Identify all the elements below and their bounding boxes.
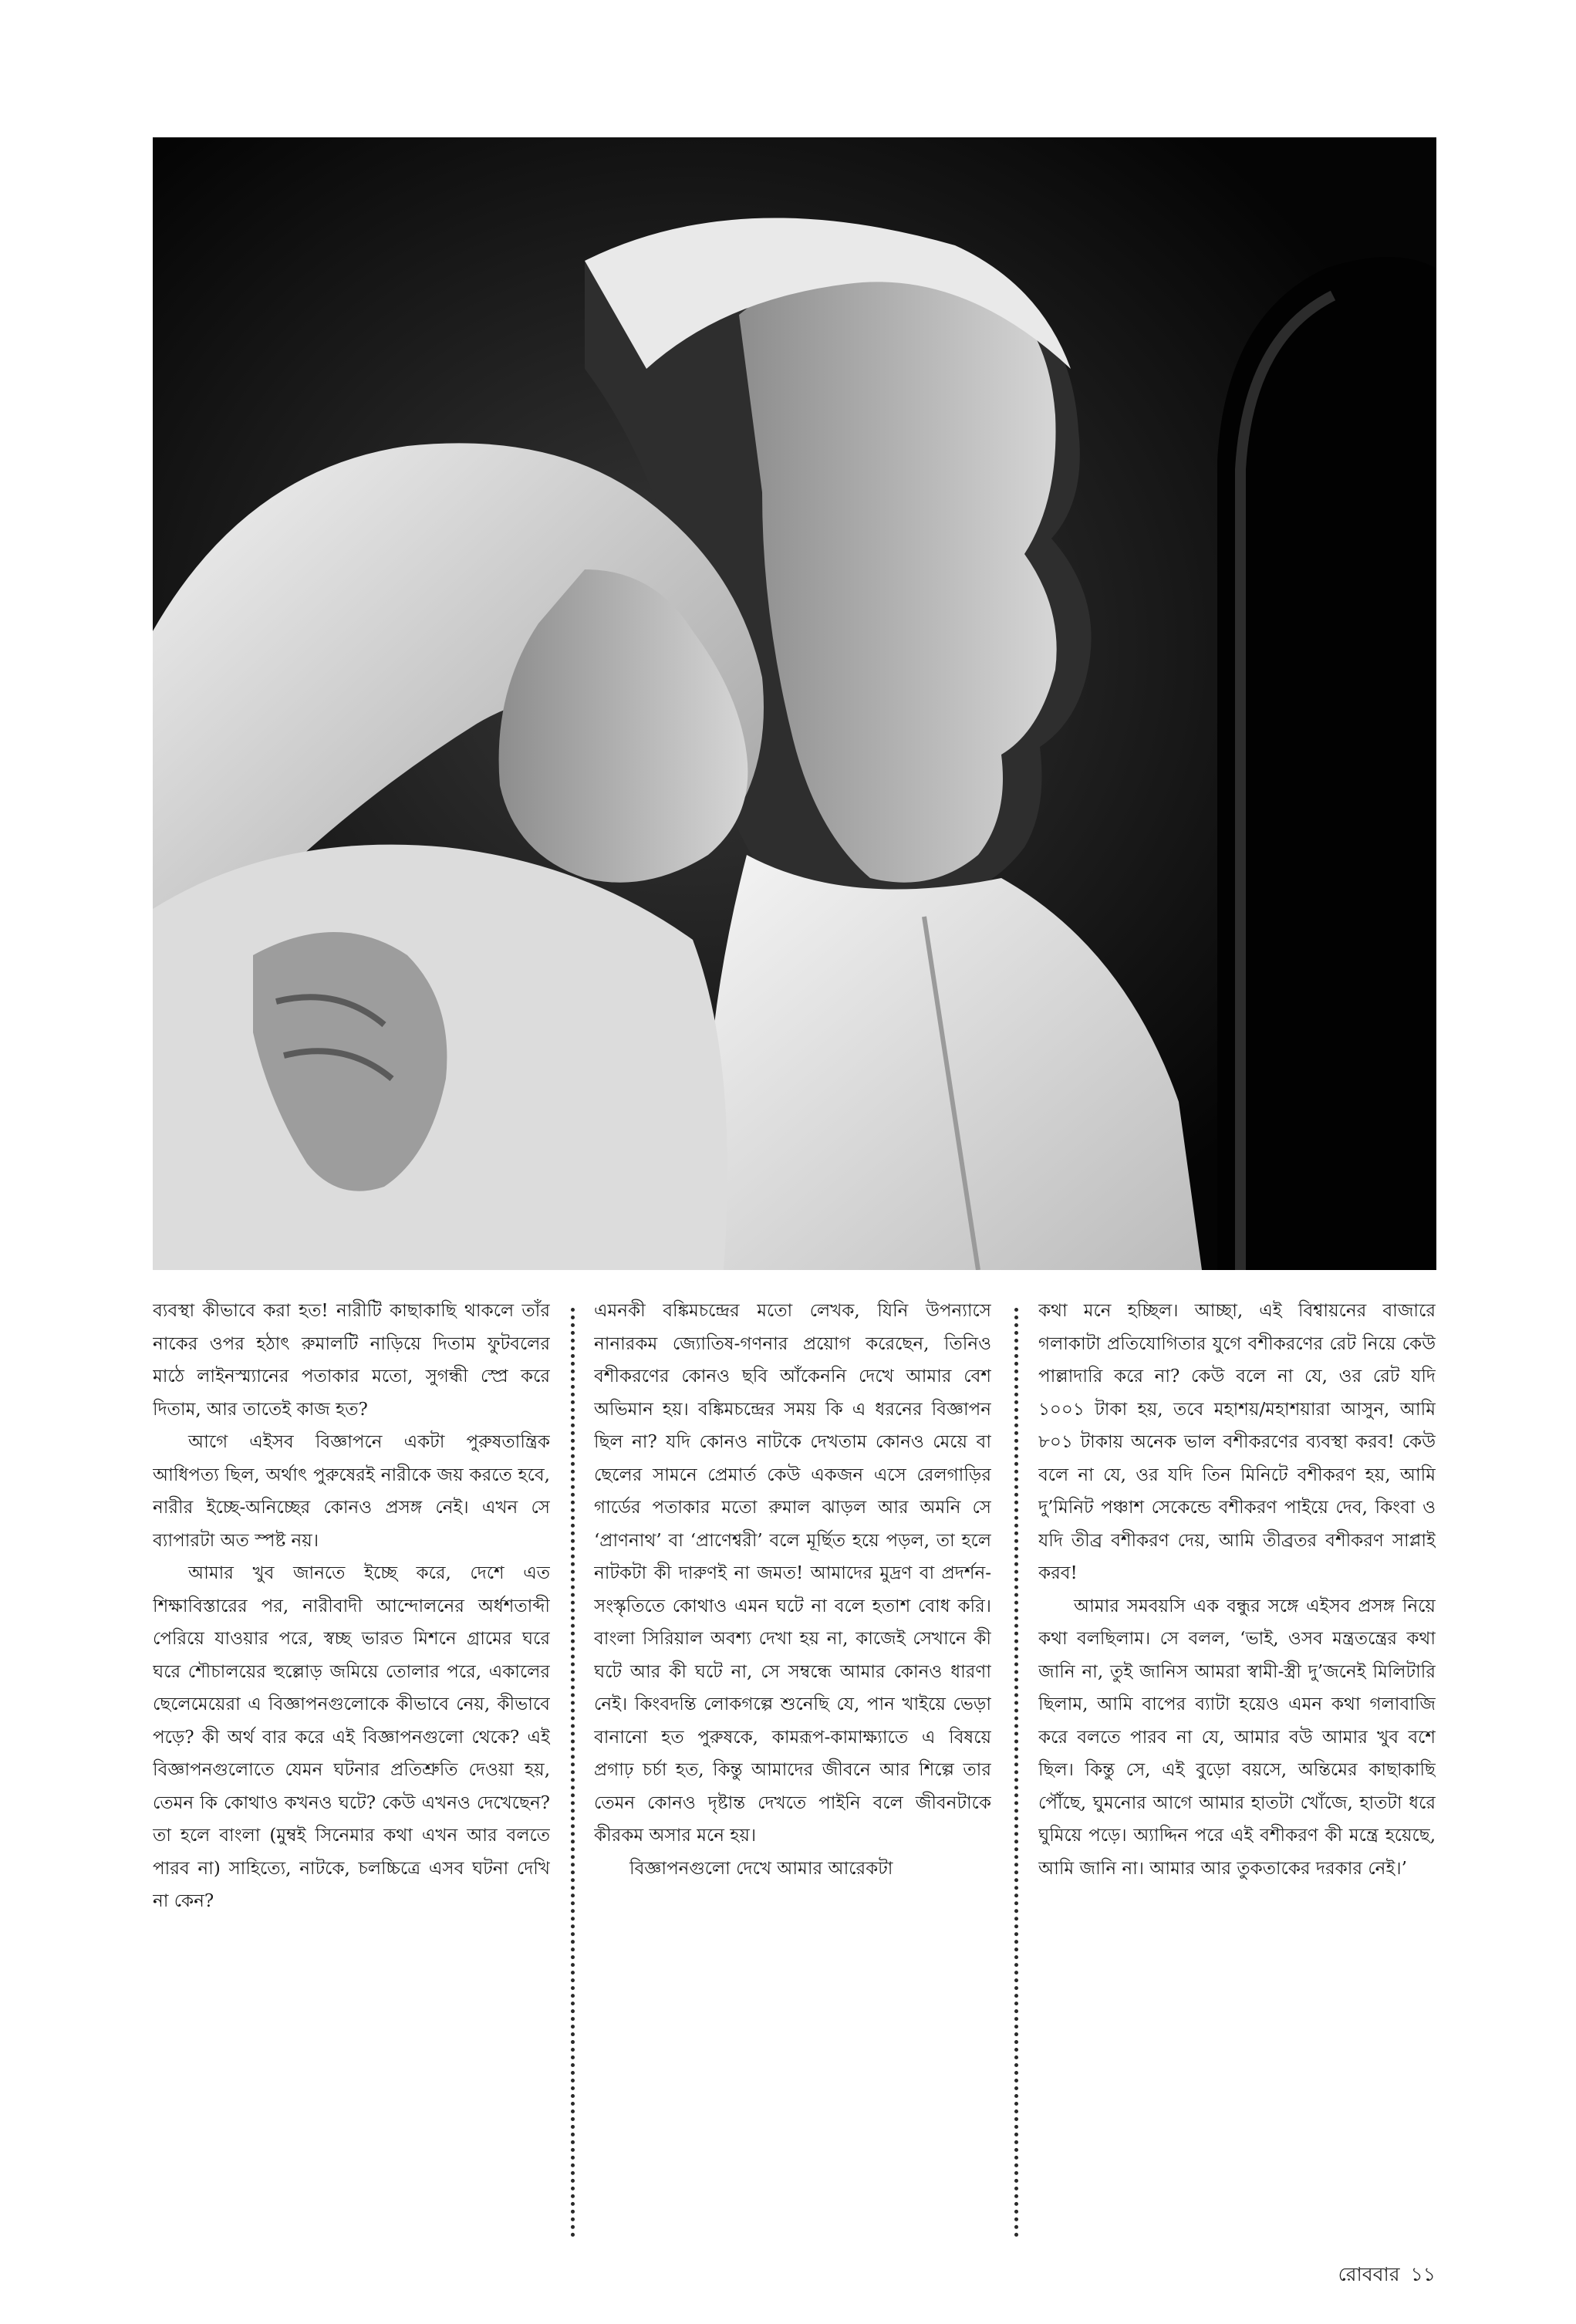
page-folio: [1328, 2259, 1436, 2292]
page-number: ১১: [1410, 2263, 1436, 2285]
paragraph: ব্যবস্থা কীভাবে করা হত! নারীটি কাছাকাছি থাকলে তাঁর নাকের ওপর হঠাৎ রুমালটি নাড়িয়ে দিতাম ফুটবলের মাঠে লাইনস্ম্যানের পতাকার মতো, সুগন্ধী স্প্রে করে দিতাম, আর তাতেই কাজ হত?: [153, 1301, 550, 1420]
paragraph: বিজ্ঞাপনগুলো দেখে আমার আরেকটা: [629, 1858, 893, 1879]
paragraph: আমার সমবয়সি এক বন্ধুর সঙ্গে এইসব প্রসঙ্গ নিয়ে কথা বলছিলাম। সে বলল, ‘ভাই, ওসব মন্ত্রতন্ত্রের কথা জানি না, তুই জানিস আমরা স্বামী-স্ত্রী দু’জনেই মিলিটারি ছিলাম, আমি বাপের ব্যাটা হয়েও এমন কথা গলাবাজি করে বলতে পারব না যে, আমার বউ আমার খুব বশে ছিল। কিন্তু সে, এই বুড়ো বয়সে, অন্তিমের কাছাকাছি পৌঁছে, ঘুমনোর আগে আমার হাতটা খোঁজে, হাতটা ধরে ঘুমিয়ে পড়ে। অ্যাদ্দিন পরে এই বশীকরণ কী মন্ত্রে হয়েছে, আমি জানি না। আমার আর তুকতাকের দরকার নেই।’: [1038, 1596, 1436, 1879]
column-divider-1: [571, 1308, 575, 2238]
text-column-2: [594, 1295, 991, 2282]
paragraph: কথা মনে হচ্ছিল। আচ্ছা, এই বিশ্বায়নের বাজারে গলাকাটা প্রতিযোগিতার যুগে বশীকরণের রেট নিয়ে কেউ পাল্লাদারি করে না? কেউ বলে না যে, ওর রেট যদি ১০০১ টাকা হয়, তবে মহাশয়/মহাশয়ারা আসুন, আমি ৮০১ টাকায় অনেক ভাল বশীকরণের ব্যবস্থা করব! কেউ বলে না যে, ওর যদি তিন মিনিটে বশীকরণ হয়, আমি দু’মিনিট পঞ্চাশ সেকেন্ডে বশীকরণ পাইয়ে দেব, কিংবা ও যদি তীব্র বশীকরণ দেয়, আমি তীব্রতর বশীকরণ সাপ্লাই করব!: [1038, 1301, 1436, 1583]
magazine-name: রোববার: [1338, 2263, 1400, 2285]
paragraph: আগে এইসব বিজ্ঞাপনে একটা পুরুষতান্ত্রিক আধিপত্য ছিল, অর্থাৎ পুরুষেরই নারীকে জয় করতে হবে, নারীর ইচ্ছে-অনিচ্ছের কোনও প্রসঙ্গ নেই। এখন সে ব্যাপারটা অত স্পষ্ট নয়।: [153, 1432, 550, 1551]
column-divider-2: [1014, 1308, 1018, 2238]
text-column-3: [1038, 1295, 1436, 2282]
text-column-1: [153, 1295, 550, 2282]
portrait-photo-icon: [153, 137, 1436, 1270]
paragraph: এমনকী বঙ্কিমচন্দ্রের মতো লেখক, যিনি উপন্যাসে নানারকম জ্যোতিষ-গণনার প্রয়োগ করেছেন, তিনিও বশীকরণের কোনও ছবি আঁকেননি দেখে আমার বেশ অভিমান হয়। বঙ্কিমচন্দ্রের সময় কি এ ধরনের বিজ্ঞাপন ছিল না? যদি কোনও নাটকে দেখতাম কোনও মেয়ে বা ছেলের সামনে প্রেমার্ত কেউ একজন এসে রেলগাড়ির গার্ডের পতাকার মতো রুমাল ঝাড়ল আর অমনি সে ‘প্রাণনাথ’ বা ‘প্রাণেশ্বরী’ বলে মূর্ছিত হয়ে পড়ল, তা হলে নাটকটা কী দারুণই না জমত! আমাদের মুদ্রণ বা প্রদর্শন-সংস্কৃতিতে কোথাও এমন ঘটে না বলে হতাশ বোধ করি। বাংলা সিরিয়াল অবশ্য দেখা হয় না, কাজেই সেখানে কী ঘটে আর কী ঘটে না, সে সম্বন্ধে আমার কোনও ধারণা নেই। কিংবদন্তি লোকগল্পে শুনেছি যে, পান খাইয়ে ভেড়া বানানো হত পুরুষকে, কামরূপ-কামাক্ষ্যাতে এ বিষয়ে প্রগাঢ় চর্চা হত, কিন্তু আমাদের জীবনে আর শিল্পে তার তেমন কোনও দৃষ্টান্ত দেখতে পাইনি বলে জীবনটাকে কীরকম অসার মনে হয়।: [594, 1301, 991, 1846]
portrait-photo: [153, 137, 1436, 1270]
paragraph: আমার খুব জানতে ইচ্ছে করে, দেশে এত শিক্ষাবিস্তারের পর, নারীবাদী আন্দোলনের অর্ধশতাব্দী পেরিয়ে যাওয়ার পরে, স্বচ্ছ ভারত মিশনে গ্রামের ঘরে ঘরে শৌচালয়ের হুল্লোড় জমিয়ে তোলার পরে, একালের ছেলেমেয়েরা এ বিজ্ঞাপনগুলোকে কীভাবে নেয়, কীভাবে পড়ে? কী অর্থ বার করে এই বিজ্ঞাপনগুলো থেকে? এই বিজ্ঞাপনগুলোতে যেমন ঘটনার প্রতিশ্রুতি দেওয়া হয়, তেমন কি কোথাও কখনও ঘটে? কেউ এখনও দেখেছেন? তা হলে বাংলা (মুম্বই সিনেমার কথা এখন আর বলতে পারব না) সাহিত্যে, নাটকে, চলচ্চিত্রে এসব ঘটনা দেখি না কেন?: [153, 1563, 550, 1911]
